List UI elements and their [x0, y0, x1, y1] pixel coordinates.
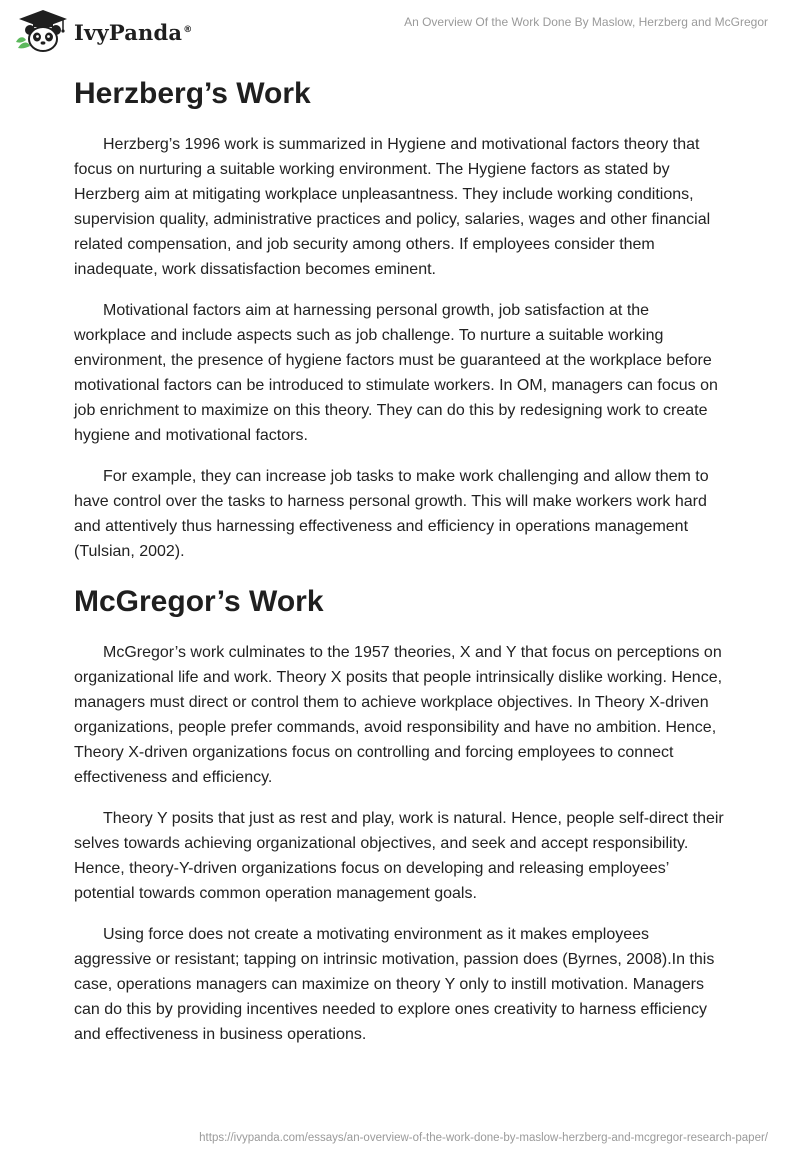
ivypanda-logo[interactable] — [14, 8, 224, 54]
source-url[interactable]: https://ivypanda.com/essays/an-overview-of-the-work-done-by-maslow-herzberg-and-mcgregor-research-paper/ — [199, 1132, 768, 1144]
paragraph: For example, they can increase job tasks to make work challenging and allow them to have control over the tasks to harness personal growth. This will make workers work hard and attentively thus harnessing effectiveness and efficiency in operations management (Tulsian, 2002). — [74, 468, 709, 560]
document-title: An Overview Of the Work Done By Maslow, Herzberg and McGregor — [404, 15, 768, 29]
paragraph: Motivational factors aim at harnessing personal growth, job satisfaction at the workplace and include aspects such as job challenge. To nurture a suitable working environment, the presence of hygiene factors must be guaranteed at the workplace before motivational factors can be introduced to stimulate workers. In OM, managers can focus on job enrichment to maximize on this theory. They can do this by redesigning work to create hygiene and motivational factors. — [74, 302, 718, 444]
section-heading-herzberg: Herzberg’s Work — [74, 77, 311, 110]
paragraph: McGregor’s work culminates to the 1957 theories, X and Y that focus on perceptions on organizational life and work. Theory X posits that people intrinsically dislike working. Hence, managers must direct or control them to achieve workplace objectives. In Theory X-driven organizations, people prefer commands, avoid responsibility and have no ambition. Hence, Theory X-driven organizations focus on controlling and forcing employees to connect effectiveness and efficiency. — [74, 644, 723, 786]
paragraph: Using force does not create a motivating environment as it makes employees aggressive or resistant; tapping on intrinsic motivation, passion does (Byrnes, 2008).In this case, operations managers can maximize on theory Y only to instill motivation. Managers can do this by providing incentives needed to explore ones creativity to harness efficiency and effectiveness in business operations. — [74, 926, 715, 1043]
essay-body — [74, 70, 724, 1063]
page-header — [0, 0, 800, 60]
section-heading-mcgregor: McGregor’s Work — [74, 585, 324, 618]
paragraph: Herzberg’s 1996 work is summarized in Hygiene and motivational factors theory that focus on nurturing a suitable working environment. The Hygiene factors as stated by Herzberg aim at mitigating workplace unpleasantness. They include working conditions, supervision quality, administrative practices and policy, salaries, wages and other financial related compensation, and job security among others. If employees consider them inadequate, work dissatisfaction becomes eminent. — [74, 136, 711, 278]
panda-graduate-icon — [14, 8, 72, 54]
logo-wordmark: IvyPanda® — [74, 19, 193, 45]
paragraph: Theory Y posits that just as rest and play, work is natural. Hence, people self-direct their selves towards achieving organizational objectives, and seek and accept responsibility. Hence, theory-Y-driven organizations focus on developing and releasing employees’ potential towards common operation management goals. — [74, 810, 724, 902]
